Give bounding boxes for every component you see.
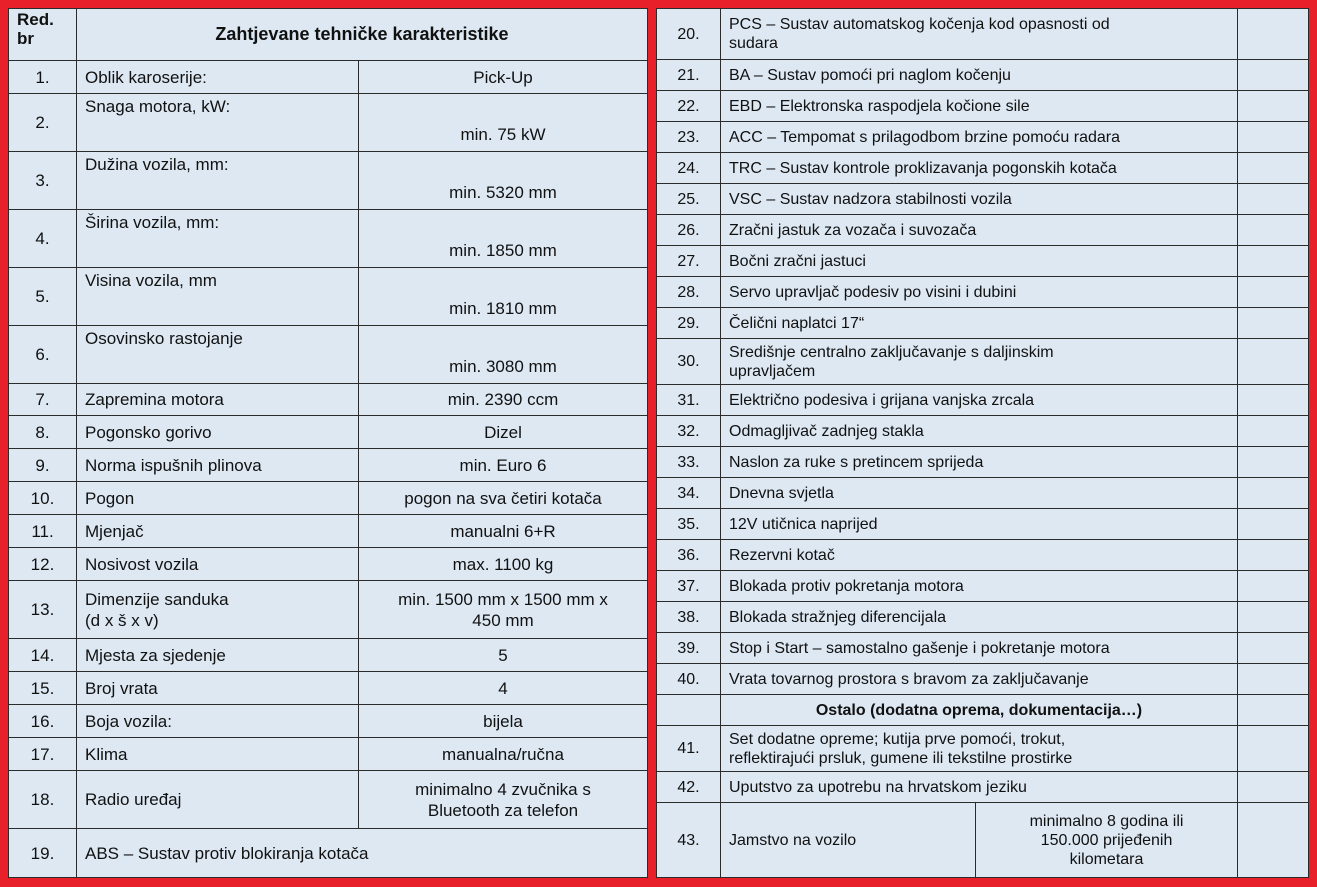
row-label: Norma ispušnih plinova	[77, 449, 359, 482]
row-value: min. 5320 mm	[359, 152, 648, 210]
check-cell	[1238, 153, 1309, 184]
table-row	[9, 61, 648, 94]
spec-table-left	[8, 8, 648, 878]
row-value	[359, 581, 648, 639]
table-row	[657, 9, 1309, 60]
row-number: 11.	[9, 515, 77, 548]
check-cell	[1238, 215, 1309, 246]
row-number: 4.	[9, 210, 77, 268]
header-title: Zahtjevane tehničke karakteristike	[77, 9, 648, 61]
row-number: 35.	[657, 509, 721, 540]
check-cell	[1238, 246, 1309, 277]
table-row	[9, 384, 648, 416]
row-label: Vrata tovarnog prostora s bravom za zaključavanje	[721, 664, 1238, 695]
row-label: Radio uređaj	[77, 771, 359, 829]
row-label: Zračni jastuk za vozača i suvozača	[721, 215, 1238, 246]
table-row	[657, 478, 1309, 509]
row-number: 13.	[9, 581, 77, 639]
row-label: Oblik karoserije:	[77, 61, 359, 94]
row-label: Mjesta za sjedenje	[77, 639, 359, 672]
row-number: 22.	[657, 91, 721, 122]
row-number: 29.	[657, 308, 721, 339]
table-row	[9, 416, 648, 449]
table-row	[9, 639, 648, 672]
row-label: VSC – Sustav nadzora stabilnosti vozila	[721, 184, 1238, 215]
row-label: Broj vrata	[77, 672, 359, 705]
row-label: Pogon	[77, 482, 359, 515]
row-number: 18.	[9, 771, 77, 829]
row-number: 26.	[657, 215, 721, 246]
row-label	[77, 581, 359, 639]
table-row	[9, 548, 648, 581]
table-row	[9, 672, 648, 705]
table-row	[657, 60, 1309, 91]
table-row	[657, 602, 1309, 633]
row-label: Širina vozila, mm:	[77, 210, 359, 268]
check-cell	[1238, 447, 1309, 478]
check-cell	[1238, 664, 1309, 695]
table-row	[9, 738, 648, 771]
table-row	[657, 308, 1309, 339]
row-number: 3.	[9, 152, 77, 210]
row-number: 34.	[657, 478, 721, 509]
row-value-line2: 150.000 prijeđenih	[1040, 831, 1173, 849]
check-cell	[1238, 277, 1309, 308]
table-row	[657, 277, 1309, 308]
row-label: Servo upravljač podesiv po visini i dubini	[721, 277, 1238, 308]
table-row	[657, 633, 1309, 664]
row-label: Stop i Start – samostalno gašenje i pokretanje motora	[721, 633, 1238, 664]
row-label: Zapremina motora	[77, 384, 359, 416]
row-value: 4	[359, 672, 648, 705]
row-label: Jamstvo na vozilo	[721, 803, 976, 878]
row-number: 27.	[657, 246, 721, 277]
row-number: 9.	[9, 449, 77, 482]
check-cell	[1238, 772, 1309, 803]
row-label-line2: upravljačem	[729, 362, 816, 380]
left-spec-table-panel	[8, 8, 648, 878]
check-cell	[1238, 602, 1309, 633]
row-value: min. 1850 mm	[359, 210, 648, 268]
row-number: 12.	[9, 548, 77, 581]
row-number: 40.	[657, 664, 721, 695]
row-value: manualni 6+R	[359, 515, 648, 548]
check-cell	[1238, 416, 1309, 447]
row-value-line1: min. 1500 mm x 1500 mm x	[398, 589, 608, 609]
row-label	[721, 726, 1238, 772]
row-label: Odmagljivač zadnjeg stakla	[721, 416, 1238, 447]
row-label: Snaga motora, kW:	[77, 94, 359, 152]
row-number: 21.	[657, 60, 721, 91]
table-row	[9, 326, 648, 384]
row-number: 8.	[9, 416, 77, 449]
row-label-line1: Središnje centralno zaključavanje s daljinskim	[729, 343, 1054, 361]
row-label: TRC – Sustav kontrole proklizavanja pogonskih kotača	[721, 153, 1238, 184]
row-value-line3: kilometara	[1069, 850, 1144, 868]
table-row	[9, 152, 648, 210]
check-cell	[1238, 540, 1309, 571]
table-row	[9, 268, 648, 326]
row-value	[976, 803, 1238, 878]
row-label: 12V utičnica naprijed	[721, 509, 1238, 540]
table-row	[657, 339, 1309, 385]
table-row	[9, 482, 648, 515]
row-number: 5.	[9, 268, 77, 326]
section-title: Ostalo (dodatna oprema, dokumentacija…)	[721, 695, 1238, 726]
table-row	[657, 416, 1309, 447]
check-cell	[1238, 726, 1309, 772]
row-label	[721, 9, 1238, 60]
spec-table-right	[656, 8, 1309, 878]
check-cell	[1238, 633, 1309, 664]
row-value: min. 3080 mm	[359, 326, 648, 384]
row-number: 30.	[657, 339, 721, 385]
table-row	[657, 772, 1309, 803]
check-cell	[1238, 60, 1309, 91]
row-label-line1: PCS – Sustav automatskog kočenja kod opasnosti od	[729, 16, 1110, 33]
row-number: 17.	[9, 738, 77, 771]
table-row	[9, 449, 648, 482]
row-label-line1: Dimenzije sanduka	[85, 589, 229, 609]
table-row	[657, 215, 1309, 246]
row-number: 36.	[657, 540, 721, 571]
row-label: ABS – Sustav protiv blokiranja kotača	[77, 829, 648, 878]
row-number: 32.	[657, 416, 721, 447]
right-spec-table-panel	[656, 8, 1309, 878]
row-label: Električno podesiva i grijana vanjska zrcala	[721, 385, 1238, 416]
row-label: Nosivost vozila	[77, 548, 359, 581]
check-cell	[1238, 803, 1309, 878]
row-value: pogon na sva četiri kotača	[359, 482, 648, 515]
table-row	[657, 509, 1309, 540]
row-value-line1: minimalno 8 godina ili	[1029, 812, 1184, 830]
row-number: 1.	[9, 61, 77, 94]
row-value	[359, 771, 648, 829]
row-label-line2: reflektirajući prsluk, gumene ili tekstilne prostirke	[729, 749, 1073, 767]
table-row	[657, 447, 1309, 478]
check-cell	[1238, 478, 1309, 509]
row-value-line2: Bluetooth za telefon	[427, 800, 579, 820]
row-label: Blokada stražnjeg diferencijala	[721, 602, 1238, 633]
table-row	[657, 540, 1309, 571]
row-label: Blokada protiv pokretanja motora	[721, 571, 1238, 602]
row-number: 38.	[657, 602, 721, 633]
row-number: 19.	[9, 829, 77, 878]
row-number: 37.	[657, 571, 721, 602]
row-number: 39.	[657, 633, 721, 664]
row-number: 20.	[657, 9, 721, 60]
table-row	[657, 385, 1309, 416]
row-value: Dizel	[359, 416, 648, 449]
header-num: Red. br	[9, 9, 77, 61]
row-label-line1: Set dodatne opreme; kutija prve pomoći, trokut,	[729, 730, 1066, 748]
header-row	[9, 9, 648, 61]
row-label-line2: (d x š x v)	[85, 610, 159, 630]
check-cell	[1238, 509, 1309, 540]
check-cell	[1238, 91, 1309, 122]
row-number: 24.	[657, 153, 721, 184]
row-value: min. Euro 6	[359, 449, 648, 482]
table-row	[657, 153, 1309, 184]
row-value-line1: minimalno 4 zvučnika s	[415, 779, 591, 799]
row-value: manualna/ručna	[359, 738, 648, 771]
table-row	[657, 91, 1309, 122]
row-label: EBD – Elektronska raspodjela kočione sile	[721, 91, 1238, 122]
row-label: Naslon za ruke s pretincem sprijeda	[721, 447, 1238, 478]
table-row	[9, 210, 648, 268]
check-cell	[1238, 9, 1309, 60]
row-value: min. 75 kW	[359, 94, 648, 152]
row-label: Visina vozila, mm	[77, 268, 359, 326]
row-label: Rezervni kotač	[721, 540, 1238, 571]
check-cell	[1238, 695, 1309, 726]
check-cell	[1238, 339, 1309, 385]
row-value-line2: 450 mm	[472, 610, 534, 630]
row-label: Čelični naplatci 17“	[721, 308, 1238, 339]
row-value: max. 1100 kg	[359, 548, 648, 581]
row-value: bijela	[359, 705, 648, 738]
section-blank	[657, 695, 721, 726]
row-number: 33.	[657, 447, 721, 478]
row-label: Uputstvo za upotrebu na hrvatskom jeziku	[721, 772, 1238, 803]
row-number: 15.	[9, 672, 77, 705]
check-cell	[1238, 122, 1309, 153]
table-row	[9, 94, 648, 152]
row-number: 41.	[657, 726, 721, 772]
row-label: Osovinsko rastojanje	[77, 326, 359, 384]
row-label: BA – Sustav pomoći pri naglom kočenju	[721, 60, 1238, 91]
row-value: 5	[359, 639, 648, 672]
row-number: 6.	[9, 326, 77, 384]
row-value: min. 1810 mm	[359, 268, 648, 326]
row-number: 7.	[9, 384, 77, 416]
table-row	[9, 771, 648, 829]
row-number: 31.	[657, 385, 721, 416]
table-row	[657, 571, 1309, 602]
row-value: min. 2390 ccm	[359, 384, 648, 416]
table-row	[657, 184, 1309, 215]
row-number: 28.	[657, 277, 721, 308]
table-row	[9, 829, 648, 878]
check-cell	[1238, 308, 1309, 339]
row-number: 14.	[9, 639, 77, 672]
row-label	[721, 339, 1238, 385]
row-number: 16.	[9, 705, 77, 738]
row-number: 23.	[657, 122, 721, 153]
row-number: 25.	[657, 184, 721, 215]
table-row	[9, 581, 648, 639]
row-label: Dnevna svjetla	[721, 478, 1238, 509]
row-label: Mjenjač	[77, 515, 359, 548]
row-label: Klima	[77, 738, 359, 771]
table-row	[657, 664, 1309, 695]
row-number: 10.	[9, 482, 77, 515]
table-row	[657, 726, 1309, 772]
row-label: Pogonsko gorivo	[77, 416, 359, 449]
table-row	[657, 803, 1309, 878]
table-row	[9, 705, 648, 738]
row-number: 43.	[657, 803, 721, 878]
row-label: Boja vozila:	[77, 705, 359, 738]
check-cell	[1238, 385, 1309, 416]
check-cell	[1238, 571, 1309, 602]
table-row	[657, 122, 1309, 153]
table-row	[657, 246, 1309, 277]
row-label: ACC – Tempomat s prilagodbom brzine pomoću radara	[721, 122, 1238, 153]
row-value: Pick-Up	[359, 61, 648, 94]
row-number: 2.	[9, 94, 77, 152]
row-number: 42.	[657, 772, 721, 803]
section-row	[657, 695, 1309, 726]
row-label: Dužina vozila, mm:	[77, 152, 359, 210]
check-cell	[1238, 184, 1309, 215]
table-row	[9, 515, 648, 548]
row-label: Bočni zračni jastuci	[721, 246, 1238, 277]
row-label-line2: sudara	[729, 35, 778, 52]
